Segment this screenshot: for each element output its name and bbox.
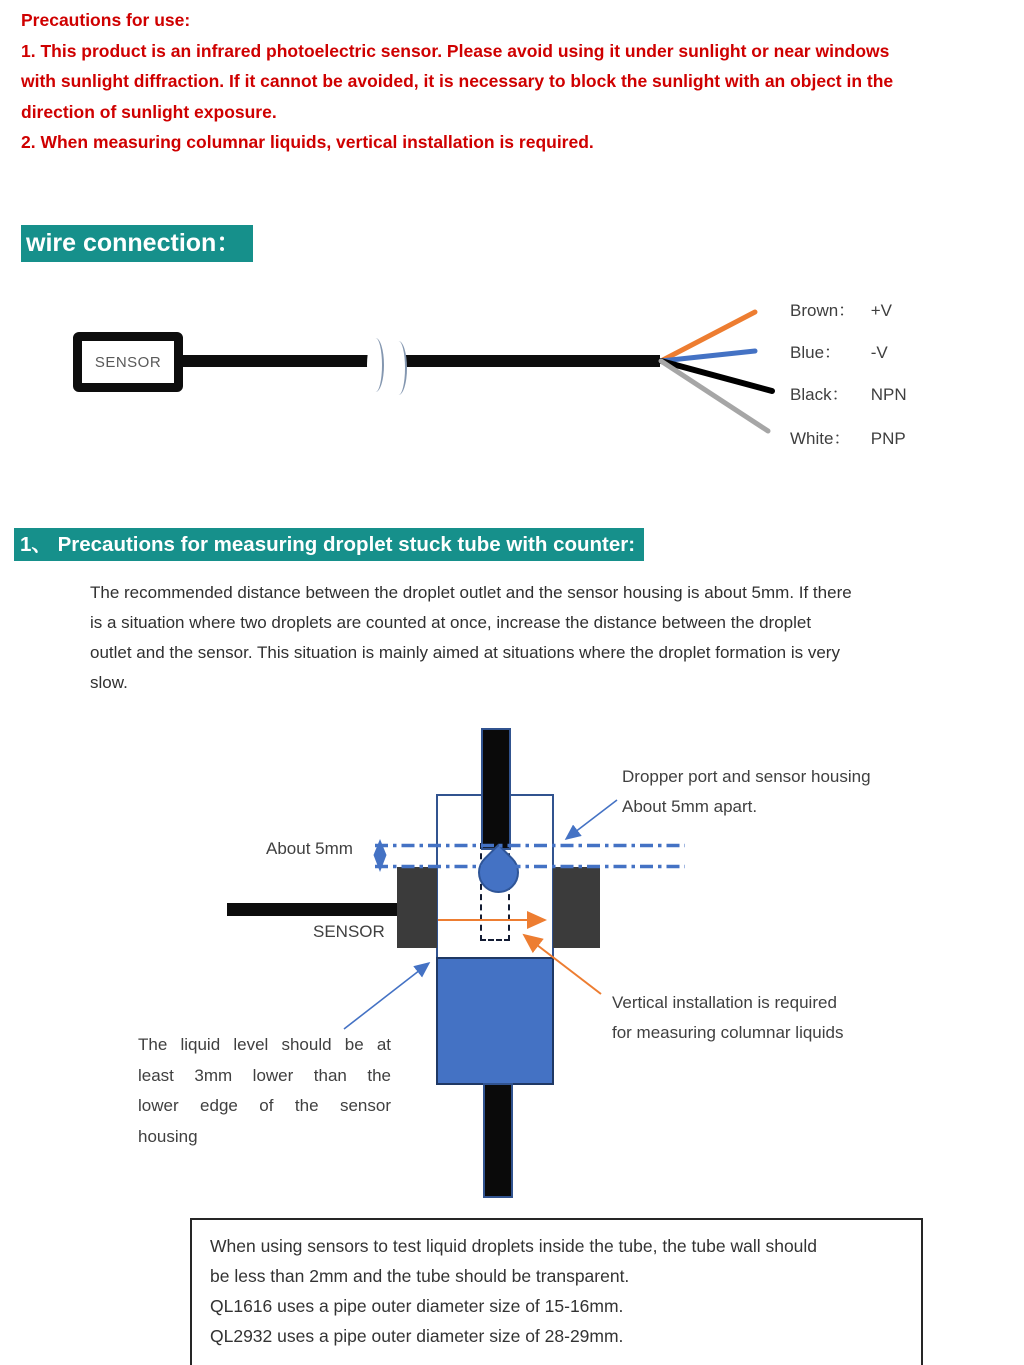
white-wire (661, 361, 768, 431)
about-5mm-label: About 5mm (266, 839, 353, 858)
note-line: QL2932 uses a pipe outer diameter size of 28-29mm. (210, 1326, 624, 1346)
wire-name: Black： (790, 385, 849, 404)
paragraph-line: The recommended distance between the droplet outlet and the sensor housing is about 5mm. If there (90, 583, 852, 602)
vertical-note-line: for measuring columnar liquids (612, 1023, 844, 1042)
paragraph-line: slow. (90, 673, 128, 692)
wire-label-blue (790, 338, 888, 363)
liquid-level-note-arrow (344, 963, 429, 1029)
cable-break-arc (390, 341, 407, 395)
wire-value: PNP (870, 429, 906, 448)
precautions-line: direction of sunlight exposure. (21, 101, 277, 122)
note-line: When using sensors to test liquid droplets inside the tube, the tube wall should (210, 1236, 818, 1256)
gap-measure-diamond-icon (374, 839, 387, 872)
black-wire (661, 361, 772, 391)
wire-connection-heading: wire connection： (21, 225, 253, 262)
sensor-label: SENSOR (313, 922, 385, 941)
cable-break-arc (367, 338, 384, 392)
note-line: QL1616 uses a pipe outer diameter size of 15-16mm. (210, 1296, 624, 1316)
sensor-box-label: SENSOR (94, 353, 162, 371)
precautions-line: with sunlight diffraction. If it cannot be avoided, it is necessary to block the sunlight with an object in the (21, 71, 894, 92)
sensor-right-block (553, 867, 600, 948)
sensor-cable (227, 903, 397, 916)
liquid-level-line: housing (138, 1126, 198, 1146)
liquid-level-line: least 3mm lower than the (138, 1065, 391, 1085)
wire-name: Blue： (790, 343, 842, 362)
precautions-block (21, 5, 893, 158)
liquid-level-line: lower edge of the sensor (138, 1096, 391, 1115)
wire-value: -V (870, 343, 888, 362)
cable-segment-right (402, 355, 660, 367)
liquid-level-line: The liquid level should be at (138, 1035, 391, 1054)
dropper-note-arrow (566, 800, 617, 839)
liquid-fill (436, 957, 554, 1085)
wire-label-white (790, 424, 906, 449)
cable-segment-left (180, 355, 372, 367)
precautions-line: 1. This product is an infrared photoelectric sensor. Please avoid using it under sunlight or near windows (21, 40, 890, 61)
dropper-note-line: Dropper port and sensor housing (622, 767, 871, 786)
vertical-note-line: Vertical installation is required (612, 993, 837, 1012)
liquid-level-note (138, 1030, 391, 1152)
paragraph-line: outlet and the sensor. This situation is mainly aimed at situations where the droplet formation is very (90, 643, 840, 662)
upper-tube (481, 728, 511, 850)
wire-name: White： (790, 429, 851, 448)
droplet-section-heading: 1、 Precautions for measuring droplet stuck tube with counter: (14, 528, 644, 561)
dropper-note-line: About 5mm apart. (622, 797, 758, 816)
wire-label-black (790, 380, 907, 405)
precautions-title: Precautions for use: (21, 10, 191, 30)
wire-value: NPN (870, 385, 907, 404)
sensor-left-block (397, 867, 437, 948)
sensor-box (73, 332, 183, 392)
wire-name: Brown： (790, 301, 856, 320)
dropper-note (622, 762, 871, 822)
vertical-install-note (612, 988, 844, 1048)
lower-tube (483, 1083, 513, 1198)
precautions-line: 2. When measuring columnar liquids, vertical installation is required. (21, 132, 594, 153)
tube-spec-note-box (190, 1218, 923, 1365)
note-line: be less than 2mm and the tube should be transparent. (210, 1266, 630, 1286)
paragraph-line: is a situation where two droplets are counted at once, increase the distance between the droplet (90, 613, 812, 632)
wire-value: +V (870, 301, 893, 320)
droplet-section-paragraph (90, 578, 852, 698)
droplet-diagram (0, 700, 1024, 1200)
wire-label-brown (790, 296, 892, 321)
